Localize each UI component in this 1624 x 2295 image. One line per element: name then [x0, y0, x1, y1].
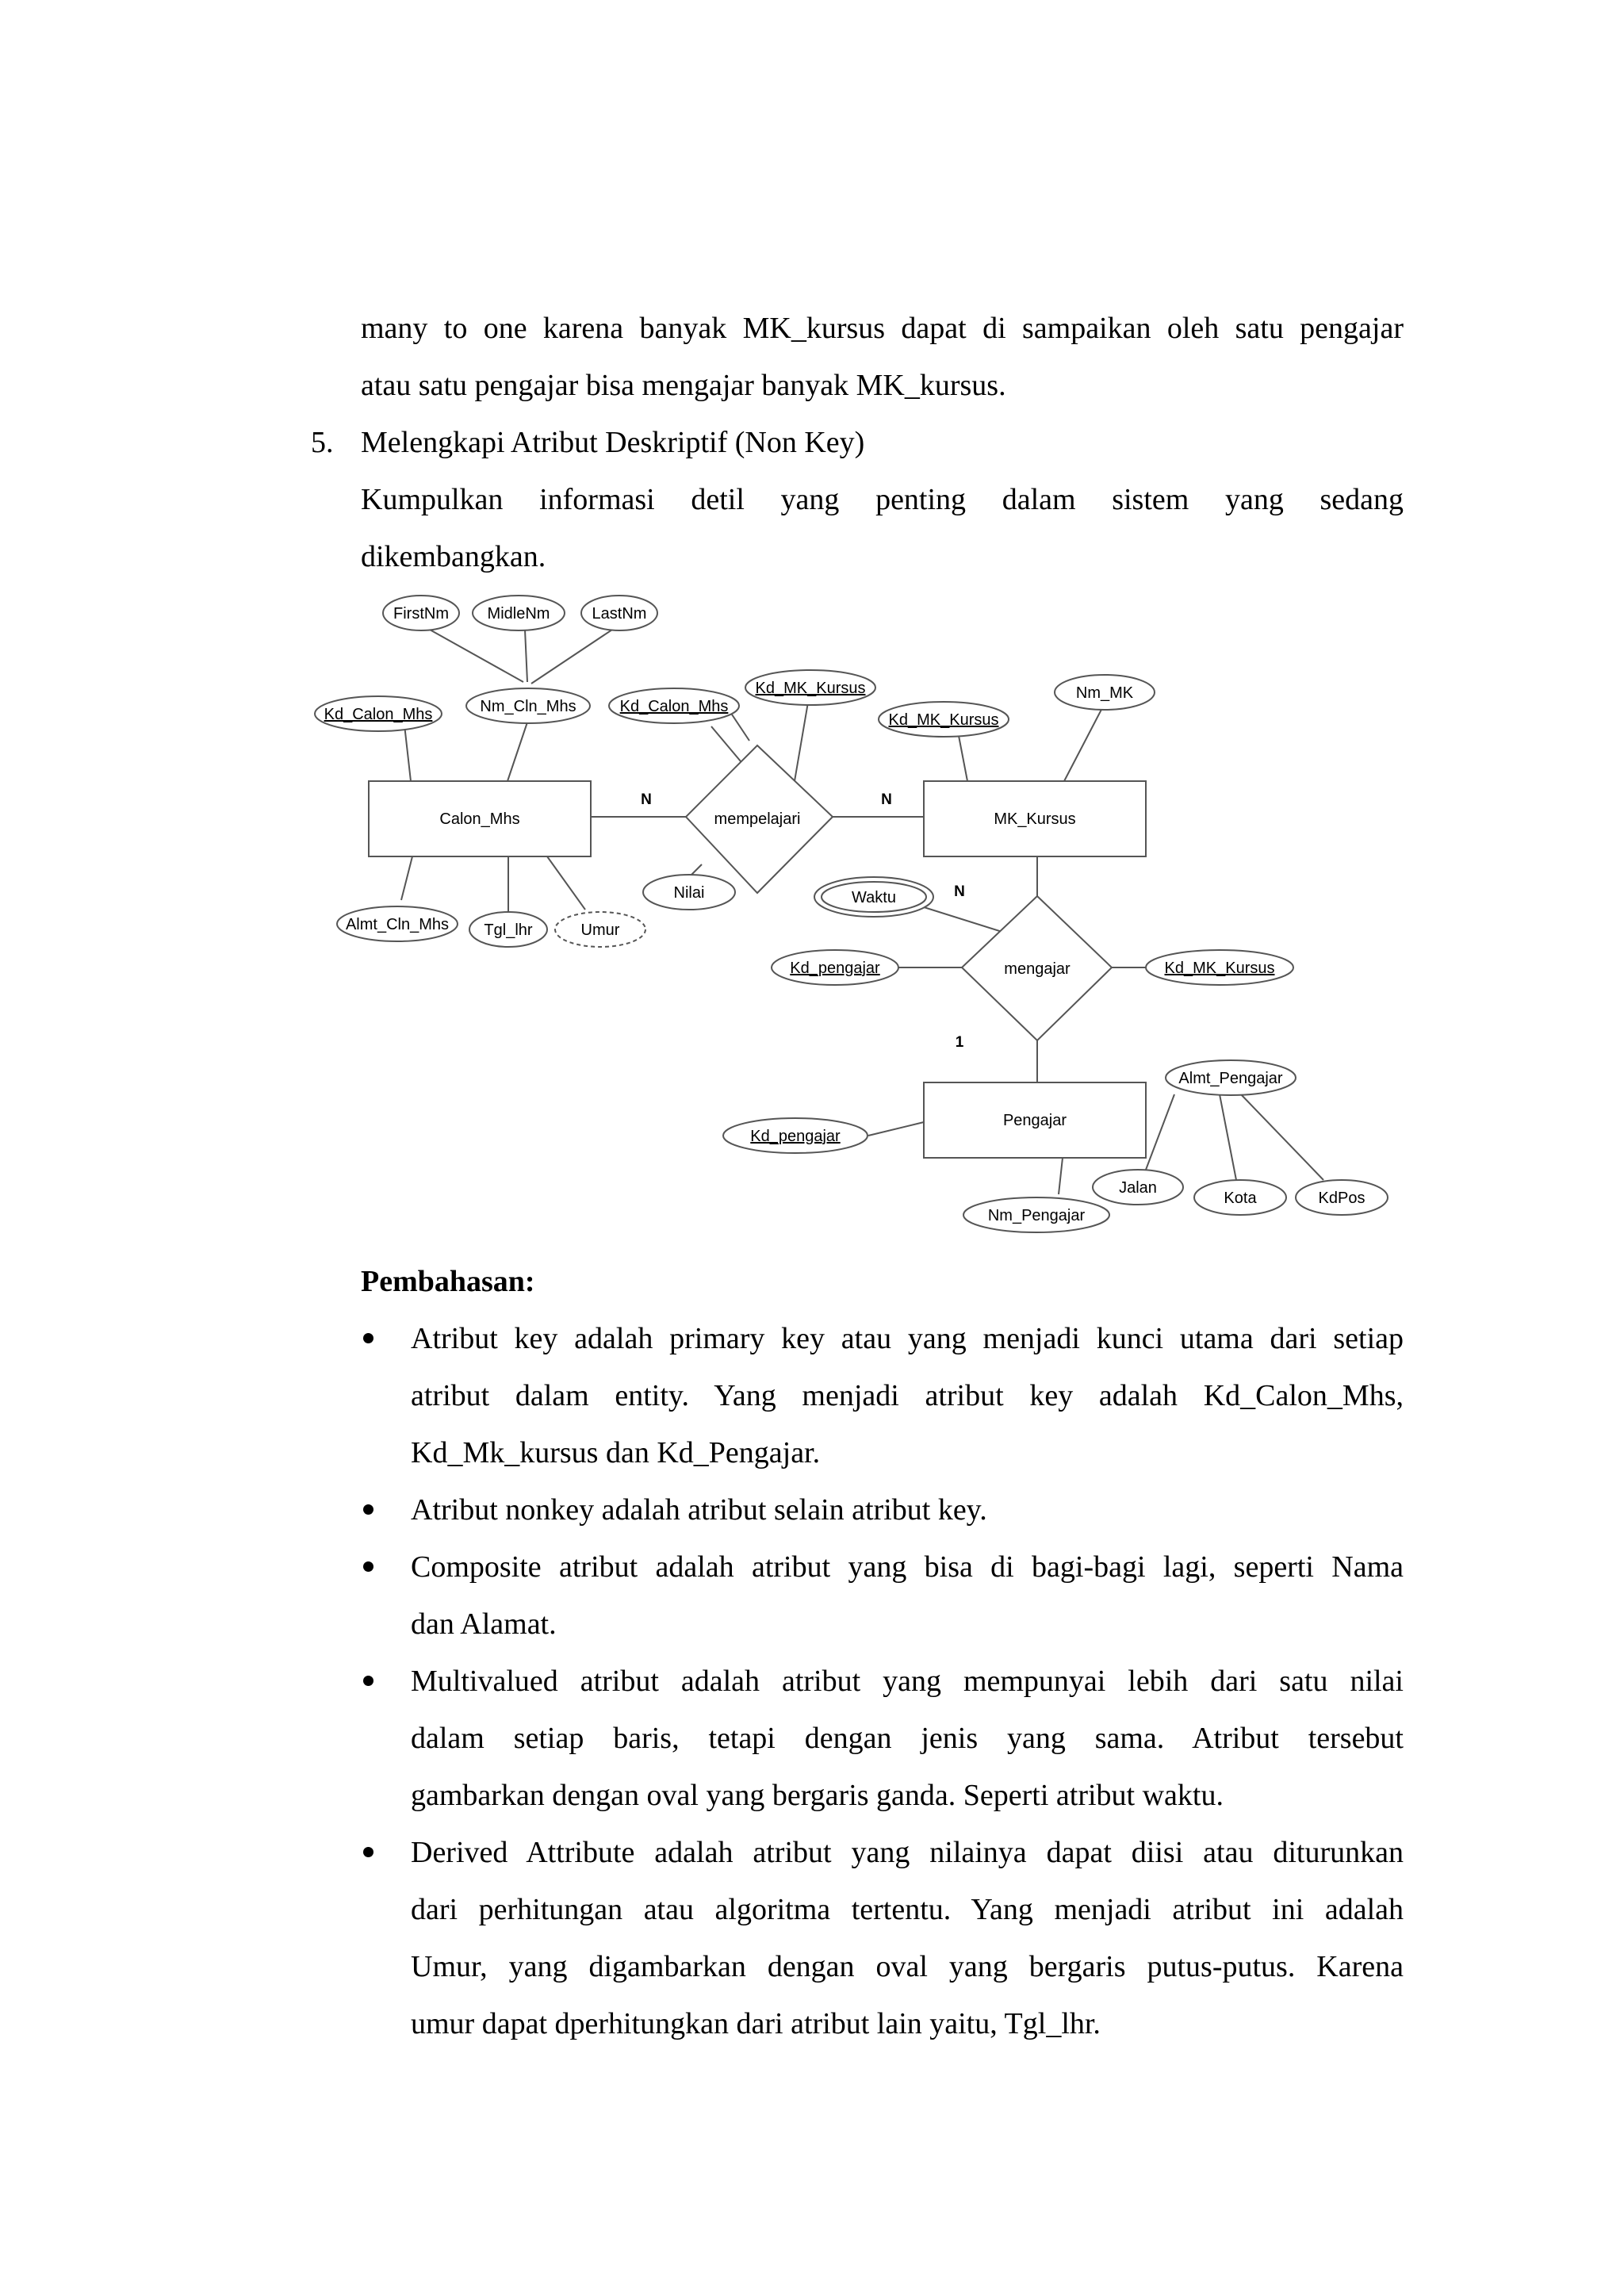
bullet-1-line-3: Kd_Mk_kursus dan Kd_Pengajar. — [411, 1436, 821, 1469]
attr-umur: Umur — [580, 921, 620, 939]
attr-kd-pengajar-rel: Kd_pengajar — [790, 960, 880, 977]
bullet-3-line-2: dan Alamat. — [411, 1607, 557, 1641]
bullet-4-line-3: gambarkan dengan oval yang bergaris ganda. Seperti atribut waktu. — [411, 1779, 1224, 1812]
cardinality-mempelajari-mk: N — [881, 791, 892, 808]
attr-nilai: Nilai — [673, 884, 705, 902]
step-number: 5. — [311, 426, 334, 459]
attr-almt-cln-mhs: Almt_Cln_Mhs — [345, 916, 450, 933]
attr-lastnm: LastNm — [592, 605, 647, 623]
bullet-5 — [363, 1847, 373, 1857]
attr-nm-pengajar: Nm_Pengajar — [987, 1207, 1086, 1224]
relationship-mempelajari: mempelajari — [714, 810, 801, 828]
entity-mk-kursus: MK_Kursus — [994, 810, 1076, 828]
step-title: Melengkapi Atribut Deskriptif (Non Key) — [361, 426, 865, 459]
bullet-1-line-2: atribut dalam entity. Yang menjadi atribut key adalah Kd_Calon_Mhs, — [411, 1379, 1404, 1412]
attr-nm-cln-mhs: Nm_Cln_Mhs — [480, 698, 576, 715]
bullet-3 — [363, 1561, 373, 1572]
bullet-5-line-4: umur dapat dperhitungkan dari atribut lain yaitu, Tgl_lhr. — [411, 2007, 1101, 2040]
attr-nm-mk: Nm_MK — [1075, 684, 1134, 702]
attr-kd-mk-kursus-rel: Kd_MK_Kursus — [755, 680, 866, 697]
entity-pengajar: Pengajar — [1002, 1112, 1067, 1129]
attr-tgl-lhr: Tgl_lhr — [484, 921, 533, 939]
step-desc-line-1: Kumpulkan informasi detil yang penting dalam sistem yang sedang — [361, 483, 1404, 516]
attr-kd-mk-kursus-key: Kd_MK_Kursus — [888, 711, 999, 729]
bullet-4-line-1: Multivalued atribut adalah atribut yang mempunyai lebih dari satu nilai — [411, 1665, 1404, 1698]
bullet-1 — [363, 1333, 373, 1343]
attr-waktu: Waktu — [852, 889, 896, 906]
entity-calon-mhs: Calon_Mhs — [439, 810, 520, 828]
bullet-2 — [363, 1504, 373, 1515]
attr-almt-pengajar: Almt_Pengajar — [1178, 1070, 1283, 1087]
cardinality-calon-mempelajari: N — [641, 791, 652, 808]
attr-kd-calon-mhs-key: Kd_Calon_Mhs — [324, 706, 433, 723]
attr-kota: Kota — [1224, 1190, 1257, 1207]
attr-kd-mk-kursus-mengajar: Kd_MK_Kursus — [1164, 960, 1275, 977]
bullet-5-line-1: Derived Attribute adalah atribut yang nilainya dapat diisi atau diturunkan — [411, 1836, 1404, 1869]
bullet-2-line-1: Atribut nonkey adalah atribut selain atribut key. — [411, 1493, 987, 1527]
cardinality-mk-mengajar: N — [954, 883, 965, 900]
bullet-4 — [363, 1676, 373, 1686]
attr-kdpos: KdPos — [1318, 1190, 1365, 1207]
intro-line-1: many to one karena banyak MK_kursus dapat di sampaikan oleh satu pengajar — [361, 312, 1404, 345]
attr-jalan: Jalan — [1119, 1179, 1157, 1197]
bullet-4-line-2: dalam setiap baris, tetapi dengan jenis yang sama. Atribut tersebut — [411, 1722, 1404, 1755]
attr-kd-pengajar-key: Kd_pengajar — [750, 1128, 841, 1145]
bullet-5-line-3: Umur, yang digambarkan dengan oval yang bergaris putus-putus. Karena — [411, 1950, 1404, 1983]
cardinality-mengajar-pengajar: 1 — [955, 1034, 964, 1051]
intro-line-2: atau satu pengajar bisa mengajar banyak MK_kursus. — [361, 369, 1006, 402]
attr-midlenm: MidleNm — [487, 605, 550, 623]
attr-firstnm: FirstNm — [393, 605, 449, 623]
step-desc-line-2: dikembangkan. — [361, 540, 546, 573]
attr-kd-calon-mhs-rel: Kd_Calon_Mhs — [619, 698, 729, 715]
bullet-1-line-1: Atribut key adalah primary key atau yang menjadi kunci utama dari setiap — [411, 1322, 1404, 1355]
bullet-3-line-1: Composite atribut adalah atribut yang bisa di bagi-bagi lagi, seperti Nama — [411, 1550, 1404, 1584]
pembahasan-heading: Pembahasan: — [361, 1265, 535, 1298]
bullet-5-line-2: dari perhitungan atau algoritma tertentu. Yang menjadi atribut ini adalah — [411, 1893, 1404, 1926]
relationship-mengajar: mengajar — [1004, 960, 1071, 978]
